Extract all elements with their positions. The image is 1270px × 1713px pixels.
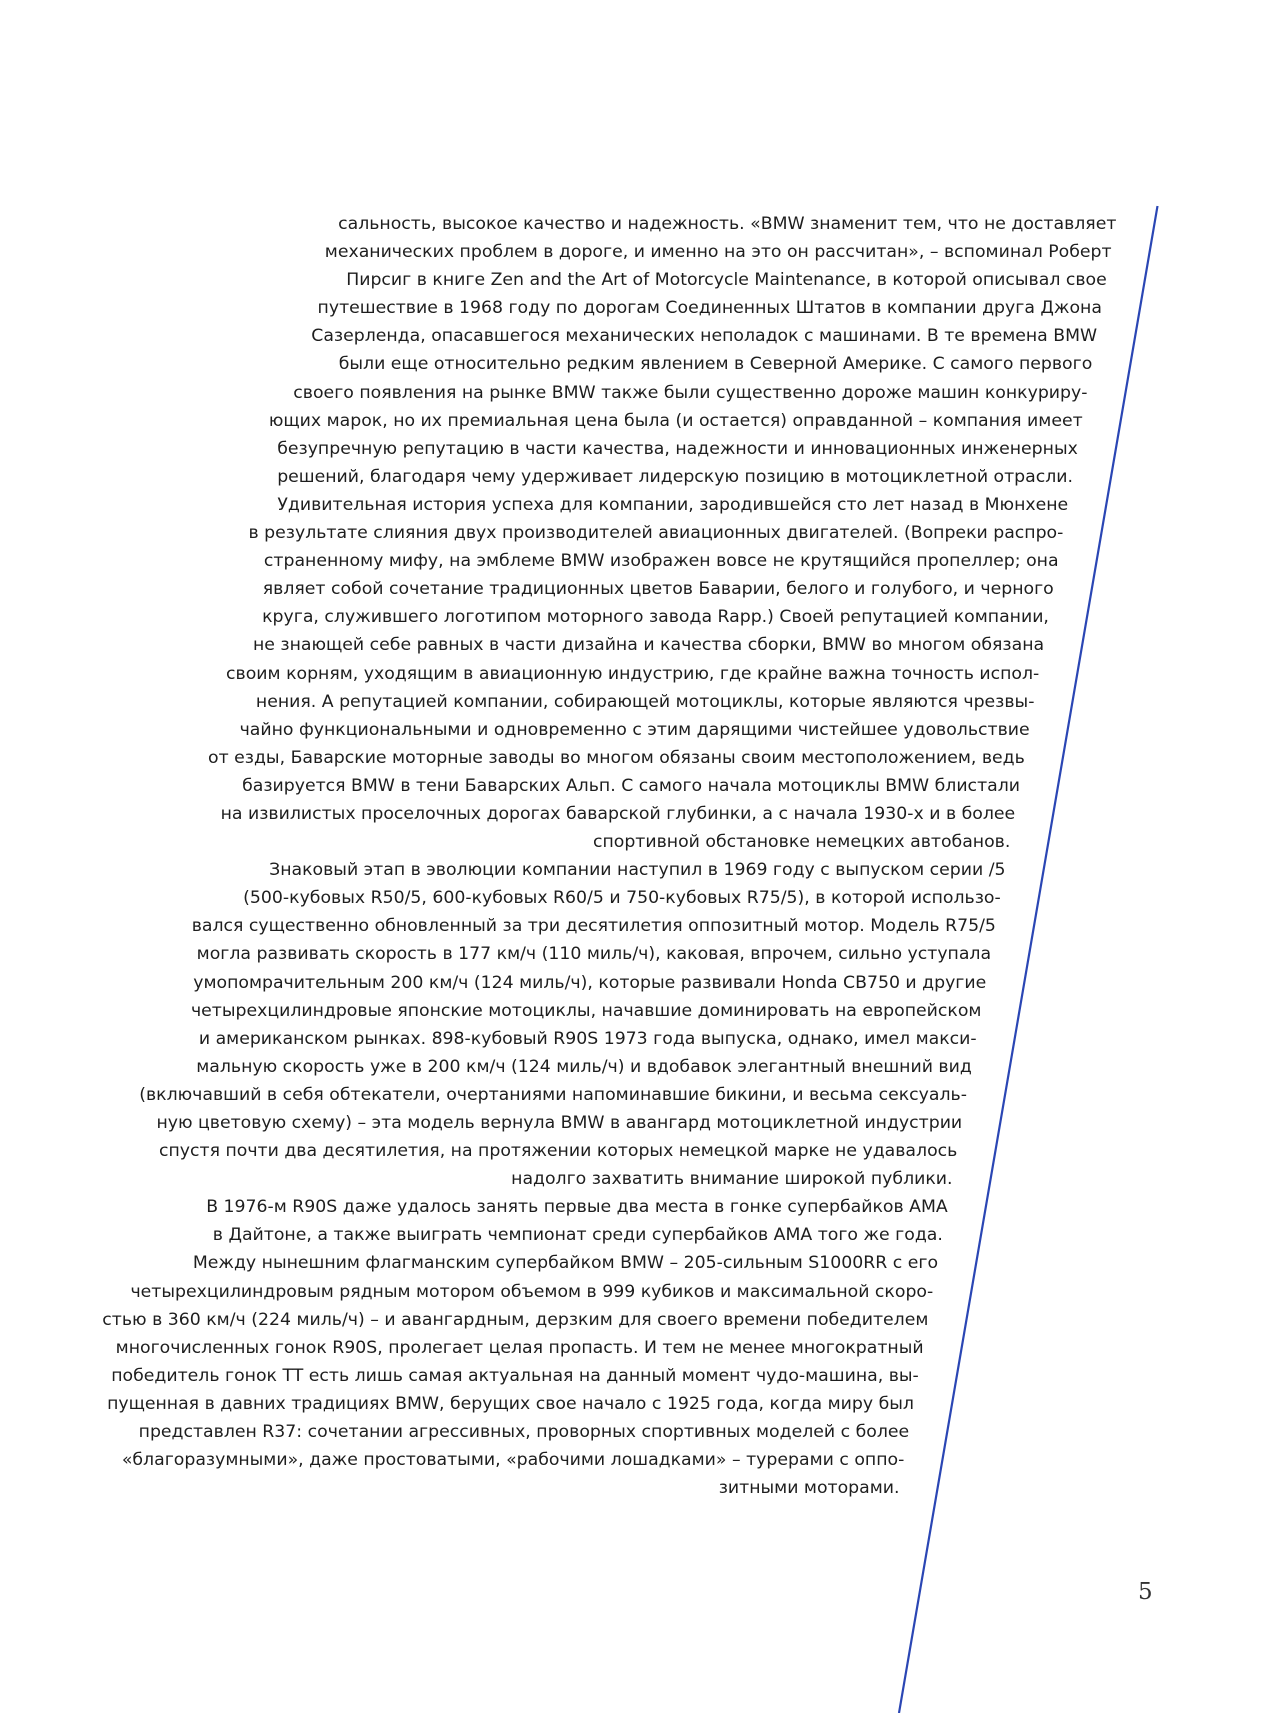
text-line [0,491,1068,519]
text-line-content: спортивной обстановке немецких автобанов. [592,832,1011,853]
text-line-content: надолго захватить внимание широкой публики. [511,1169,953,1190]
text-line-content: в результате слияния двух производителей авиационных двигателей. (Вопреки распро- [248,523,1064,544]
page-number: 5 [1138,1579,1153,1605]
text-line [0,266,1107,294]
text-line-content: многочисленных гонок R90S, пролегает целая пропасть. И тем не менее многократный [115,1337,924,1358]
text-line [0,1081,967,1109]
text-line-content: победитель гонок TT есть лишь самая актуальная на данный момент чудо-машина, вы- [111,1365,919,1386]
text-line-content: решений, благодаря чему удерживает лидерскую позицию в мотоциклетной отрасли. [277,466,1074,487]
text-line [0,238,1112,266]
text-line-content: были еще относительно редким явлением в Северной Америке. С самого первого [338,354,1093,375]
text-line [0,603,1049,631]
text-line-content: Знаковый этап в эволюции компании наступил в 1969 году с выпуском серии /5 [269,860,1006,881]
text-line-content: от езды, Баварские моторные заводы во многом обязаны своим местоположением, ведь [208,747,1025,768]
text-line [0,997,981,1025]
text-line-content: своим корням, уходящим в авиационную индустрию, где крайне важна точность испол- [226,663,1040,684]
text-line [0,1137,957,1165]
text-line-content: ющих марок, но их премиальная цена была (и остается) оправданной – компания имеет [268,410,1083,431]
text-line [0,322,1097,350]
text-line-content: являет собой сочетание традиционных цветов Баварии, белого и голубого, и черного [262,579,1054,600]
text-line [0,744,1025,772]
text-line-content: безупречную репутацию в части качества, надежности и инновационных инженерных [277,438,1078,459]
text-line [0,800,1015,828]
text-line-content: нения. А репутацией компании, собирающей мотоциклы, которые являются чрезвы- [255,691,1035,712]
text-line-content: чайно функциональными и одновременно с этим дарящими чистейшее удовольствие [239,719,1030,740]
text-line [0,1474,900,1502]
text-line [0,1221,943,1249]
text-line [0,463,1073,491]
text-line-content: четырехцилиндровым рядным мотором объемом в 999 кубиков и максимальной скоро- [130,1281,934,1302]
text-line-content: своего появления на рынке BMW также были существенно дороже машин конкуриру- [293,382,1088,403]
text-line-content: и американском рынках. 898-кубовый R90S 1973 года выпуска, однако, имел макси- [198,1028,977,1049]
text-line-content: ную цветовую схему) – эта модель вернула BMW в авангард мотоциклетной индустрии [156,1113,963,1133]
text-line-content: могла развивать скорость в 177 км/ч (110 миль/ч), каковая, впрочем, сильно уступала [196,944,992,965]
text-line-content: умопомрачительным 200 км/ч (124 миль/ч), которые развивали Honda CB750 и другие [193,972,987,993]
text-line [0,379,1087,407]
text-line-content: спустя почти два десятилетия, на протяжении которых немецкой марке не удавалось [158,1141,958,1162]
text-line [0,575,1054,603]
text-line [0,688,1034,716]
text-line-content: стью в 360 км/ч (224 миль/ч) – и авангардным, дерзким для своего времени победителем [102,1309,929,1330]
text-line [0,969,986,997]
text-line [0,1109,962,1137]
text-line-content: четырехцилиндровые японские мотоциклы, начавшие доминировать на европейском [190,1000,982,1021]
text-line [0,294,1102,322]
text-line-content: базируется BMW в тени Баварских Альп. С самого начала мотоциклы BMW блистали [242,775,1020,796]
text-line-content: в Дайтоне, а также выиграть чемпионат среди супербайков AMA того же года. [212,1225,943,1246]
text-line [0,1165,953,1193]
text-line [0,716,1030,744]
text-line [0,519,1063,547]
text-line-content: (включавший в себя обтекатели, очертаниями напоминавшие бикини, и весьма сексуаль- [139,1084,967,1105]
text-line-content: не знающей себе равных в части дизайна и качества сборки, BMW во многом обязана [252,635,1045,656]
text-line-content: зитными моторами. [718,1478,900,1499]
text-line [0,884,1001,912]
text-line-content: мальную скорость уже в 200 км/ч (124 миль/ч) и вдобавок элегантный внешний вид [196,1056,972,1077]
text-line-content: круга, служившего логотипом моторного завода Rapp.) Своей репутацией компании, [262,607,1049,628]
text-line-content: страненному мифу, на эмблеме BMW изображен вовсе не крутящийся пропеллер; она [263,551,1059,572]
text-line [0,660,1039,688]
text-line [0,631,1044,659]
text-line-content: вался существенно обновленный за три десятилетия оппозитный мотор. Модель R75/5 [191,916,996,937]
text-line-content: на извилистых проселочных дорогах баварской глубинки, а с начала 1930-х и в более [220,803,1016,824]
text-line [0,407,1083,435]
text-line [0,435,1078,463]
text-line [0,1306,928,1334]
text-line [0,1249,938,1277]
text-line-content: представлен R37: сочетании агрессивных, проворных спортивных моделей с более [138,1422,910,1443]
text-line-content: Между нынешним флагманским супербайком BMW – 205-сильным S1000RR с его [192,1253,939,1274]
text-line-content: «благоразумными», даже простоватыми, «рабочими лошадками» – турерами с оппо- [121,1450,905,1471]
text-line-content: путешествие в 1968 году по дорогам Соединенных Штатов в компании друга Джона [317,298,1102,319]
text-line-content: механических проблем в дороге, и именно на это он рассчитан», – вспоминал Роберт [324,242,1112,263]
text-line [0,1334,924,1362]
text-line-content: пущенная в давних традициях BMW, берущих свое начало с 1925 года, когда миру был [107,1393,914,1414]
text-line-content: (500-кубовых R50/5, 600-кубовых R60/5 и 750-кубовых R75/5), в которой использо- [243,888,1001,909]
text-line [0,856,1006,884]
text-line [0,828,1010,856]
text-line [0,1193,948,1221]
text-line-content: Удивительная история успеха для компании, зародившейся сто лет назад в Мюнхене [277,494,1069,515]
text-line [0,1446,904,1474]
text-line [0,1053,972,1081]
text-line [0,1362,919,1390]
text-line [0,940,991,968]
text-line [0,1278,933,1306]
text-line-content: Сазерленда, опасавшегося механических неполадок с машинами. В те времена BMW [311,326,1098,347]
text-line [0,1418,909,1446]
text-line [0,350,1092,378]
text-line [0,1390,914,1418]
text-line-content: Пирсиг в книге Zen and the Art of Motorcycle Maintenance, в которой описывал свое [346,270,1107,291]
text-line-content: сальность, высокое качество и надежность. «BMW знаменит тем, что не доставляет [338,214,1117,234]
text-line [0,210,1116,238]
text-line [0,1025,977,1053]
body-text [0,210,1270,1502]
text-line [0,912,996,940]
text-line-content: В 1976-м R90S даже удалось занять первые два места в гонке супербайков AMA [206,1197,948,1218]
text-line [0,772,1020,800]
text-line [0,547,1059,575]
